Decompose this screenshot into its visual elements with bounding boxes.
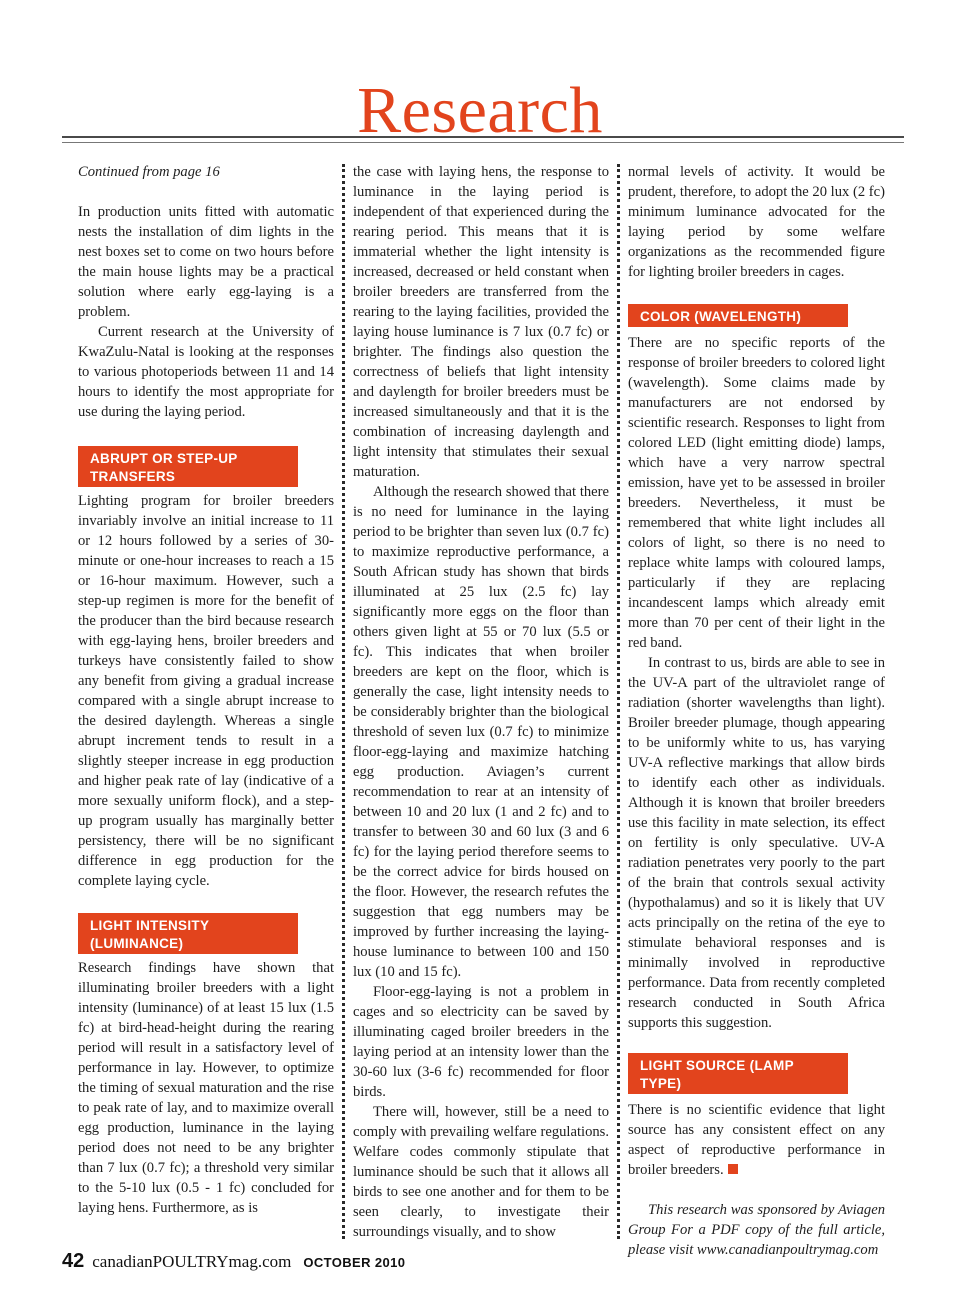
continued-note: Continued from page 16	[78, 164, 220, 180]
issue-date: OCTOBER 2010	[303, 1255, 406, 1270]
paragraph: Although the research showed that there is no need for luminance in the laying period to be brighter than seven lux (0.7 fc) to maximize reproductive performance, a South African study has shown that birds illuminated at 25 lux (2.5 fc) lay significantly more eggs on the floor than others given light at 55 or 70 lux (5.5 or fc). This indicates that when broiler breeders are kept on the floor, which is generally the case, light intensity needs to be considerably brighter than the biological threshold of seven lux (0.7 fc) to minimize floor-egg-laying and maximize hatching egg production. Aviagen’s current recommendation to rear at an intensity of between 10 and 20 lux (1 and 2 fc) and to transfer to between 30 and 60 lux (3 and 6 fc) for the laying period therefore seems to be the correct advice for birds housed on the floor. However, the research refutes the suggestion that egg numbers may be improved by further increasing the laying-house luminance to between 100 and 150 lux (10 and 15 fc).	[353, 484, 609, 980]
paragraph: Research findings have shown that illuminating broiler breeders with a light intensity (luminance) of at least 15 lux (1.5 fc) at bird-head-height during the rearing period will result in a satisfactory level of performance in lay. However, to optimize the timing of sexual maturation and the rise to peak rate of lay, and to maximize overall egg production, luminance in the laying period does not need to be any brighter than 7 lux (0.7 fc); a threshold very similar to the 5-10 lux (0.5 - 1 fc) concluded for laying hens. Furthermore, as is	[78, 960, 334, 1216]
sponsor-note: This research was sponsored by Aviagen Group For a PDF copy of the full article, please visit www.canadianpoultrymag.com	[628, 1202, 885, 1258]
paragraph: Lighting program for broiler breeders invariably involve an initial increase to 11 or 12 hours followed by a series of 30-minute or one-hour increases to reach a 15 or 16-hour maximum. However, such a step-up regimen is more for the benefit of the producer than the bird because research with egg-laying hens, broiler breeders and turkeys have consistently failed to show any benefit from giving a gradual increase compared with a single abrupt increase to the desired daylength. Whereas a single abrupt increment tends to result in a slightly steeper increase in egg production and higher peak rate of lay (indicative of a more sexually uniform flock), and a step-up program usually has marginally better persistency, there will be no significant difference in egg production for the complete laying cycle.	[78, 493, 334, 889]
paragraph: In contrast to us, birds are able to see in the UV-A part of the ultraviolet range of radiation (shorter wavelengths than light). Broiler breeder plumage, though appearing to be uniformly white to us, has varying UV-A reflective markings that allow birds to identify each other as individuals. Although it is known that broiler breeders use this facility in mate selection, its effect on fertility is only speculative. UV-A radiation penetrates very poorly to the part of the brain that controls sexual activity (hypothalamus) and so it is likely that UV acts principally on the retina of the eye to stimulate behavioral responses and is minimally involved in reproductive performance. Data from recently completed research conducted in South Africa supports this suggestion.	[628, 655, 885, 1031]
paragraph: the case with laying hens, the response to luminance in the laying period is independent of that experienced during the rearing period. This means that it is immaterial whether the light intensity is increased, decreased or held constant when broiler breeders are transferred from the rearing to the laying facilities, provided the laying house luminance is 7 lux (0.7 fc) or brighter. The findings also question the correctness of beliefs that light intensity and daylength for broiler breeders must be increased simultaneously and that it is the combination of increasing daylength and light intensity that stimulates their sexual maturation.	[353, 164, 609, 480]
paragraph: In production units fitted with automatic nests the installation of dim lights in the nest boxes set to come on two hours before the main house lights may be a practical solution where early egg-laying is a problem.	[78, 204, 334, 320]
magazine-site: canadianPOULTRYmag.com	[92, 1252, 292, 1271]
section-heading-light-source: LIGHT SOURCE (LAMP TYPE)	[628, 1053, 848, 1094]
paragraph-final	[628, 1100, 885, 1180]
section-title: Research	[357, 74, 603, 147]
paragraph: Current research at the University of KwaZulu-Natal is looking at the responses to various photoperiods between 11 and 14 hours to identify the most appropriate for use during the laying period.	[78, 324, 334, 420]
page-footer	[62, 1250, 405, 1280]
article-column-2	[353, 162, 609, 1242]
header-rule-thin	[62, 142, 904, 143]
end-mark-icon	[728, 1164, 738, 1174]
paragraph: There will, however, still be a need to comply with prevailing welfare regulations. Welfare codes commonly stipulate that luminance should be such that it allows all birds to see one another and for them to be seen clearly, to investigate their surroundings visually, and to show	[353, 1104, 609, 1240]
paragraph: There are no specific reports of the response of broiler breeders to colored light (wavelength). Some claims made by manufacturers are not endorsed by scientific research. Responses to light from colored LED (light emitting diode) lamps, which have a very narrow spectral emission, have yet to be assessed in broiler breeders. Nevertheless, it must be remembered that white light includes all colors of light, so there is no need to replace white lamps with coloured lamps, particularly if they are replacing incandescent lamps which already emit more than 70 per cent of their light in the red band.	[628, 335, 885, 651]
header-rule-thick	[62, 136, 904, 138]
column-divider-left	[342, 164, 345, 1239]
article-column-1	[78, 162, 334, 1218]
section-heading-color-wavelength: COLOR (WAVELENGTH)	[628, 304, 848, 327]
paragraph: normal levels of activity. It would be prudent, therefore, to adopt the 20 lux (2 fc) minimum luminance advocated for the laying period by some welfare organizations as the recommended figure for lighting broiler breeders in cages.	[628, 164, 885, 280]
article-column-3	[628, 162, 885, 1260]
page-number: 42	[62, 1250, 85, 1272]
section-heading-light-intensity: LIGHT INTENSITY (LUMINANCE)	[78, 913, 298, 954]
final-paragraph-text: There is no scientific evidence that light source has any consistent effect on any aspect of reproductive performance in broiler breeders.	[628, 1102, 885, 1178]
section-heading-abrupt-transfers: ABRUPT OR STEP-UP TRANSFERS	[78, 446, 298, 487]
paragraph: Floor-egg-laying is not a problem in cages and so electricity can be saved by illuminating caged broiler breeders in the laying period at an intensity lower than the 30-60 lux (3-6 fc) recommended for floor birds.	[353, 984, 609, 1100]
column-divider-right	[617, 164, 620, 1239]
